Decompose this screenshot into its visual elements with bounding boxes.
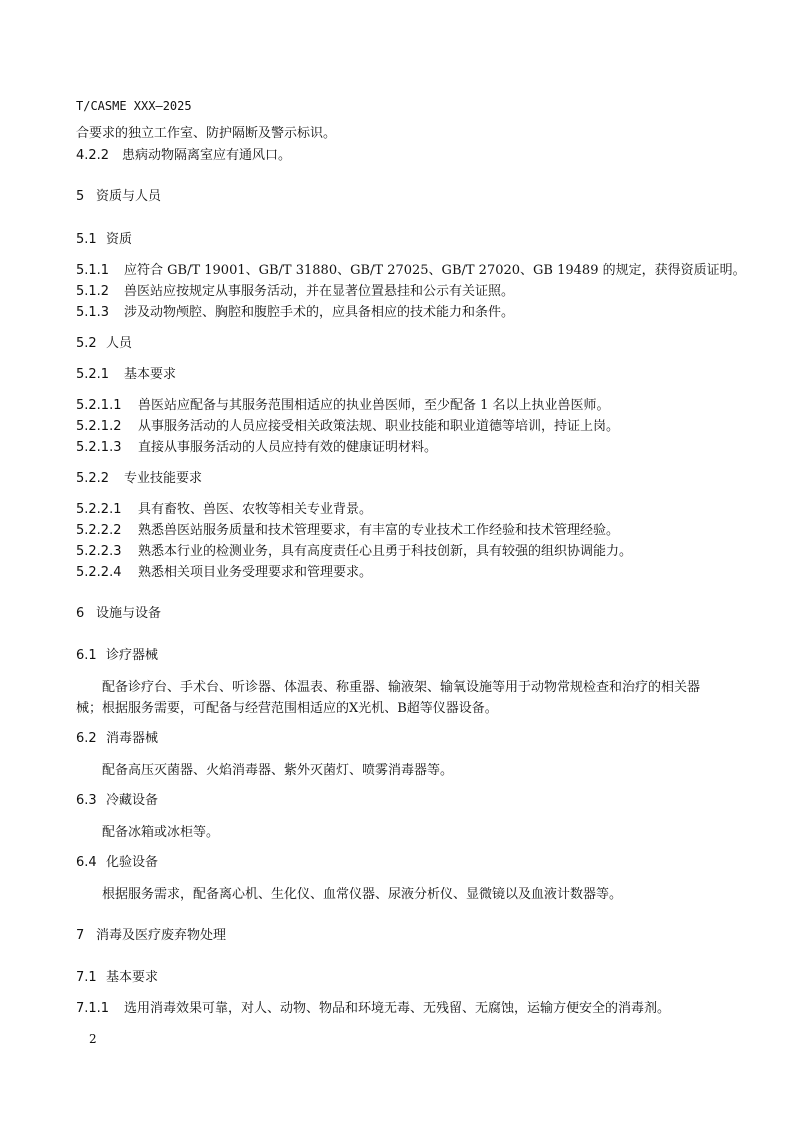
clause-4-2-2: 4.2.2 患病动物隔离室应有通风口。	[76, 148, 292, 163]
paragraph-6-3: 配备冰箱或冰柜等。	[102, 825, 220, 840]
clause-5-2-1-1: 5.2.1.1 兽医站应配备与其服务范围相适应的执业兽医师，至少配备 1 名以上执业兽医师。	[76, 398, 610, 413]
section-heading-7: 7 消毒及医疗废弃物处理	[76, 928, 227, 943]
page-number: 2	[89, 1032, 97, 1046]
subsection-heading-6-3: 6.3 冷藏设备	[76, 793, 159, 808]
subsection-heading-6-2: 6.2 消毒器械	[76, 731, 159, 746]
paragraph-6-1: 配备诊疗台、手术台、听诊器、体温表、称重器、输液架、输氧设施等用于动物常规检查和治疗的相关器械；根据服务需要，可配备与经营范围相适应的X光机、B超等仪器设备。	[76, 680, 701, 716]
subsection-heading-5-1: 5.1 资质	[76, 232, 133, 247]
clause-5-1-2: 5.1.2 兽医站应按规定从事服务活动，并在显著位置悬挂和公示有关证照。	[76, 284, 515, 299]
continued-text-line: 合要求的独立工作室、防护隔断及警示标识。	[76, 126, 337, 141]
section-heading-5: 5 资质与人员	[76, 189, 162, 204]
subsection-heading-5-2-2: 5.2.2 专业技能要求	[76, 471, 203, 486]
subsection-heading-6-1: 6.1 诊疗器械	[76, 648, 159, 663]
subsection-heading-6-4: 6.4 化验设备	[76, 855, 159, 870]
section-heading-6: 6 设施与设备	[76, 606, 162, 621]
subsection-heading-7-1: 7.1 基本要求	[76, 970, 159, 985]
clause-5-1-1: 5.1.1 应符合 GB/T 19001、GB/T 31880、GB/T 27025、GB/T 27020、GB 19489 的规定，获得资质证明。	[76, 263, 746, 278]
paragraph-6-4: 根据服务需求，配备离心机、生化仪、血常仪器、尿液分析仪、显微镜以及血液计数器等。	[102, 887, 623, 902]
paragraph-6-2: 配备高压灭菌器、火焰消毒器、紫外灭菌灯、喷雾消毒器等。	[102, 763, 454, 778]
clause-5-2-2-1: 5.2.2.1 具有畜牧、兽医、农牧等相关专业背景。	[76, 502, 373, 517]
subsection-heading-5-2-1: 5.2.1 基本要求	[76, 367, 177, 382]
clause-5-1-3: 5.1.3 涉及动物颅腔、胸腔和腹腔手术的，应具备相应的技术能力和条件。	[76, 305, 515, 320]
clause-5-2-2-4: 5.2.2.4 熟悉相关项目业务受理要求和管理要求。	[76, 565, 373, 580]
clause-5-2-2-3: 5.2.2.3 熟悉本行业的检测业务，具有高度责任心且勇于科技创新，具有较强的组织协调能力。	[76, 544, 633, 559]
clause-5-2-1-3: 5.2.1.3 直接从事服务活动的人员应持有效的健康证明材料。	[76, 440, 438, 455]
clause-7-1-1: 7.1.1 选用消毒效果可靠，对人、动物、物品和环境无毒、无残留、无腐蚀，运输方便安全的消毒剂。	[76, 1001, 671, 1016]
subsection-heading-5-2: 5.2 人员	[76, 336, 133, 351]
clause-5-2-1-2: 5.2.1.2 从事服务活动的人员应接受相关政策法规、职业技能和职业道德等培训，持证上岗。	[76, 419, 620, 434]
clause-5-2-2-2: 5.2.2.2 熟悉兽医站服务质量和技术管理要求，有丰富的专业技术工作经验和技术管理经验。	[76, 523, 620, 538]
document-header-id: T/CASME XXX—2025	[76, 99, 192, 113]
